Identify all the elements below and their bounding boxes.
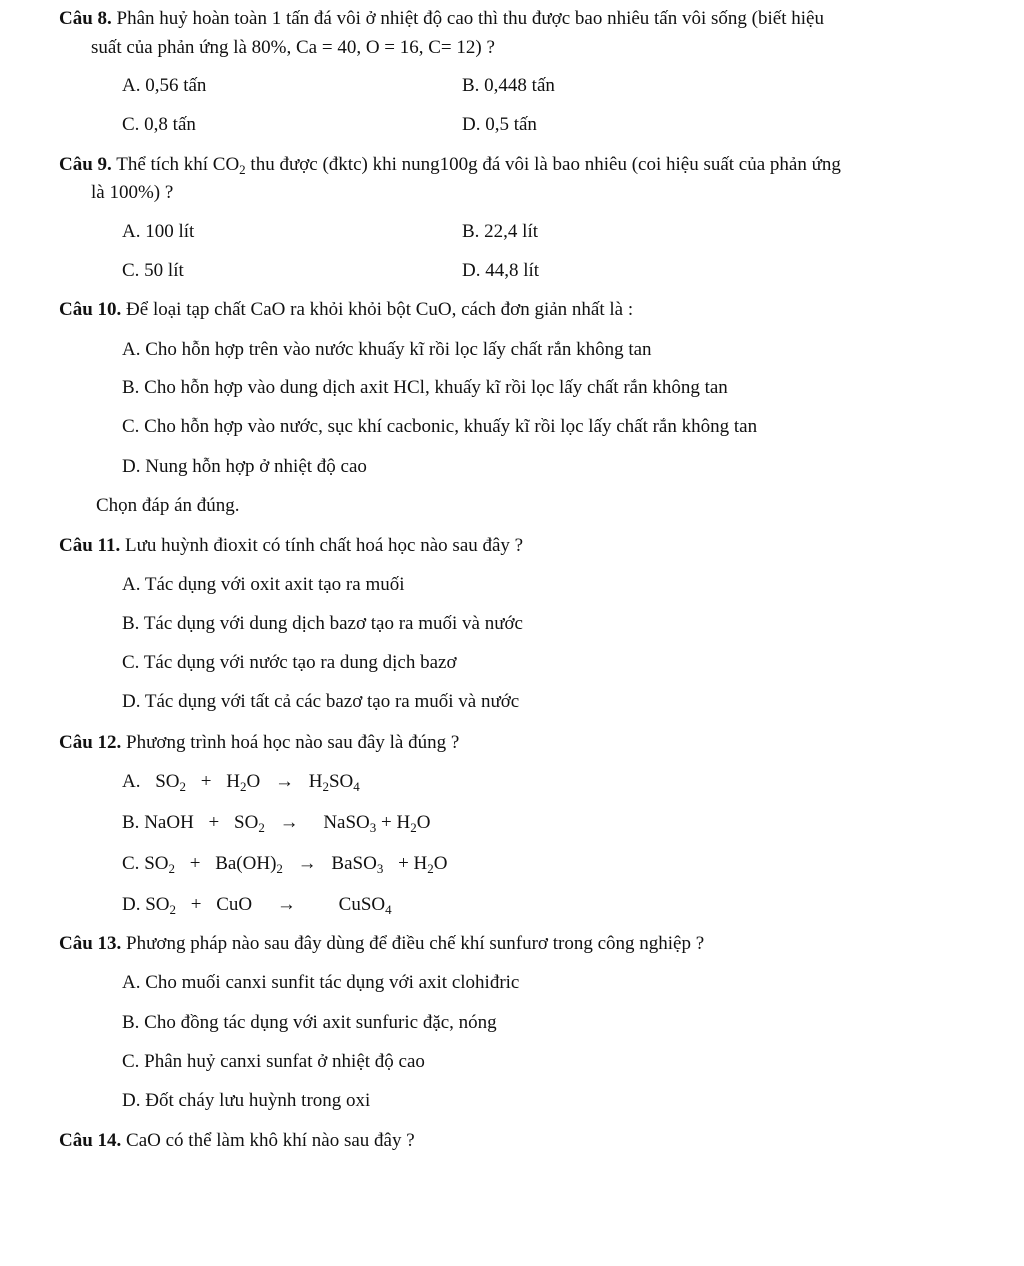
- q12-d-plus: +: [190, 894, 202, 915]
- q12-c-reactant-2: Ba(OH): [215, 853, 277, 874]
- q12-a-product-1-sub-2: 4: [353, 779, 360, 794]
- question-8-label: Câu 8.: [59, 8, 112, 29]
- question-13-line: [59, 932, 704, 956]
- q12-b-plus-2: +: [381, 812, 392, 833]
- q12-b-product-2-end: O: [416, 812, 431, 833]
- q12-option-a: [122, 770, 360, 795]
- q12-c-product-1-sub: 3: [376, 861, 384, 876]
- question-9-text-b: thu được (đktc) khi nung100g đá vôi là bao nhiêu (coi hiệu suất của phản ứng: [245, 154, 841, 175]
- q12-c-product-2: H: [413, 853, 428, 874]
- question-8-line-2: suất của phản ứng là 80%, Ca = 40, O = 16, C= 12) ?: [91, 37, 495, 58]
- question-10-text: Để loại tạp chất CaO ra khỏi khỏi bột CuO, cách đơn giản nhất là :: [126, 299, 634, 320]
- q10-note: Chọn đáp án đúng.: [96, 495, 240, 516]
- q13-option-a: A. Cho muối canxi sunfit tác dụng với axit clohiđric: [122, 972, 520, 993]
- q10-option-c: C. Cho hỗn hợp vào nước, sục khí cacbonic, khuấy kĩ rồi lọc lấy chất rắn không tan: [122, 416, 758, 437]
- q12-c-product-2-sub: 2: [427, 861, 434, 876]
- question-12-line: [59, 731, 459, 755]
- q12-d-reactant-1-sub: 2: [169, 902, 177, 917]
- q12-b-product-2: H: [396, 812, 411, 833]
- q8-option-a: A. 0,56 tấn: [122, 75, 207, 96]
- question-10-label: Câu 10.: [59, 299, 122, 320]
- q12-b-product-2-sub: 2: [410, 820, 417, 835]
- question-14-text: CaO có thể làm khô khí nào sau đây ?: [126, 1130, 415, 1151]
- q10-option-a: A. Cho hỗn hợp trên vào nước khuấy kĩ rồi lọc lấy chất rắn không tan: [122, 339, 652, 360]
- question-14-label: Câu 14.: [59, 1130, 122, 1151]
- q12-c-plus: +: [189, 853, 201, 874]
- q12-b-letter: B.: [122, 812, 140, 833]
- q12-d-product-1-sub: 4: [385, 902, 392, 917]
- question-11-text: Lưu huỳnh đioxit có tính chất hoá học nào sau đây ?: [125, 535, 524, 556]
- question-11-line: [59, 534, 523, 558]
- question-12-label: Câu 12.: [59, 732, 122, 753]
- q12-d-product-1: CuSO: [338, 894, 386, 915]
- q12-c-letter: C.: [122, 853, 140, 874]
- q12-a-reactant-1: SO: [155, 771, 180, 792]
- q12-a-arrow: →: [274, 771, 294, 792]
- question-8-text: Phân huỷ hoàn toàn 1 tấn đá vôi ở nhiệt độ cao thì thu được bao nhiêu tấn vôi sống (biết hiệu: [116, 8, 824, 29]
- q12-d-arrow: →: [276, 894, 296, 915]
- q12-a-product-1: H: [308, 771, 323, 792]
- question-12-text: Phương trình hoá học nào sau đây là đúng ?: [126, 732, 460, 753]
- q12-a-plus: +: [200, 771, 212, 792]
- q10-option-d: D. Nung hỗn hợp ở nhiệt độ cao: [122, 456, 367, 477]
- question-9-line-1: [59, 153, 841, 178]
- q12-a-reactant-1-sub: 2: [179, 779, 187, 794]
- q12-b-reactant-2-sub: 2: [258, 820, 265, 835]
- q12-option-b: [122, 811, 430, 836]
- question-13-text: Phương pháp nào sau đây dùng để điều chế khí sunfurơ trong công nghiệp ?: [126, 933, 705, 954]
- q13-option-d: D. Đốt cháy lưu huỳnh trong oxi: [122, 1090, 371, 1111]
- q12-c-reactant-2-sub: 2: [276, 861, 283, 876]
- q12-a-reactant-2: H: [226, 771, 240, 792]
- q12-a-letter: A.: [122, 771, 141, 792]
- q12-c-reactant-1-sub: 2: [168, 861, 175, 876]
- q8-option-c: C. 0,8 tấn: [122, 114, 196, 135]
- q11-option-c: C. Tác dụng với nước tạo ra dung dịch bazơ: [122, 652, 457, 673]
- q8-option-d: D. 0,5 tấn: [462, 114, 537, 135]
- q12-option-d: [122, 893, 392, 918]
- q12-d-reactant-1: SO: [145, 894, 170, 915]
- q12-b-reactant-1: NaOH: [144, 812, 194, 833]
- q9-option-d: D. 44,8 lít: [462, 260, 540, 281]
- question-13-label: Câu 13.: [59, 933, 122, 954]
- q10-option-b: B. Cho hỗn hợp vào dung dịch axit HCl, khuấy kĩ rồi lọc lấy chất rắn không tan: [122, 377, 728, 398]
- q12-b-product-1-sub: 3: [369, 820, 377, 835]
- question-11-label: Câu 11.: [59, 535, 121, 556]
- question-9-text-sub: 2: [239, 162, 246, 177]
- q12-c-product-1: BaSO: [331, 853, 377, 874]
- q8-option-b: B. 0,448 tấn: [462, 75, 555, 96]
- q13-option-b: B. Cho đồng tác dụng với axit sunfuric đặc, nóng: [122, 1012, 497, 1033]
- q9-option-c: C. 50 lít: [122, 260, 184, 281]
- q12-a-product-1-sub: 2: [322, 779, 329, 794]
- question-9-text-a: Thể tích khí CO: [116, 154, 240, 175]
- q12-a-reactant-2-sub: 2: [239, 779, 247, 794]
- q11-option-b: B. Tác dụng với dung dịch bazơ tạo ra muối và nước: [122, 613, 523, 634]
- q12-b-plus: +: [208, 812, 220, 833]
- q12-b-arrow: →: [279, 812, 299, 833]
- q12-option-c: [122, 852, 448, 877]
- q12-d-reactant-2: CuO: [216, 894, 253, 915]
- q12-b-reactant-2: SO: [234, 812, 259, 833]
- q11-option-a: A. Tác dụng với oxit axit tạo ra muối: [122, 574, 405, 595]
- q12-c-reactant-1: SO: [144, 853, 169, 874]
- q12-c-product-2-end: O: [433, 853, 448, 874]
- question-10-line: [59, 298, 633, 322]
- q12-a-product-1-mid: SO: [328, 771, 354, 792]
- q12-a-reactant-2-end: O: [246, 771, 261, 792]
- q12-d-letter: D.: [122, 894, 141, 915]
- q9-option-b: B. 22,4 lít: [462, 221, 539, 242]
- q12-b-product-1: NaSO: [323, 812, 370, 833]
- q13-option-c: C. Phân huỷ canxi sunfat ở nhiệt độ cao: [122, 1051, 425, 1072]
- question-8-line-1: [59, 7, 824, 31]
- question-9-label: Câu 9.: [59, 154, 112, 175]
- question-14-line: [59, 1129, 415, 1153]
- q9-option-a: A. 100 lít: [122, 221, 195, 242]
- question-9-line-2: là 100%) ?: [91, 182, 174, 203]
- q11-option-d: D. Tác dụng với tất cả các bazơ tạo ra muối và nước: [122, 691, 520, 712]
- q12-c-arrow: →: [297, 853, 317, 874]
- q12-c-plus-2: +: [398, 853, 409, 874]
